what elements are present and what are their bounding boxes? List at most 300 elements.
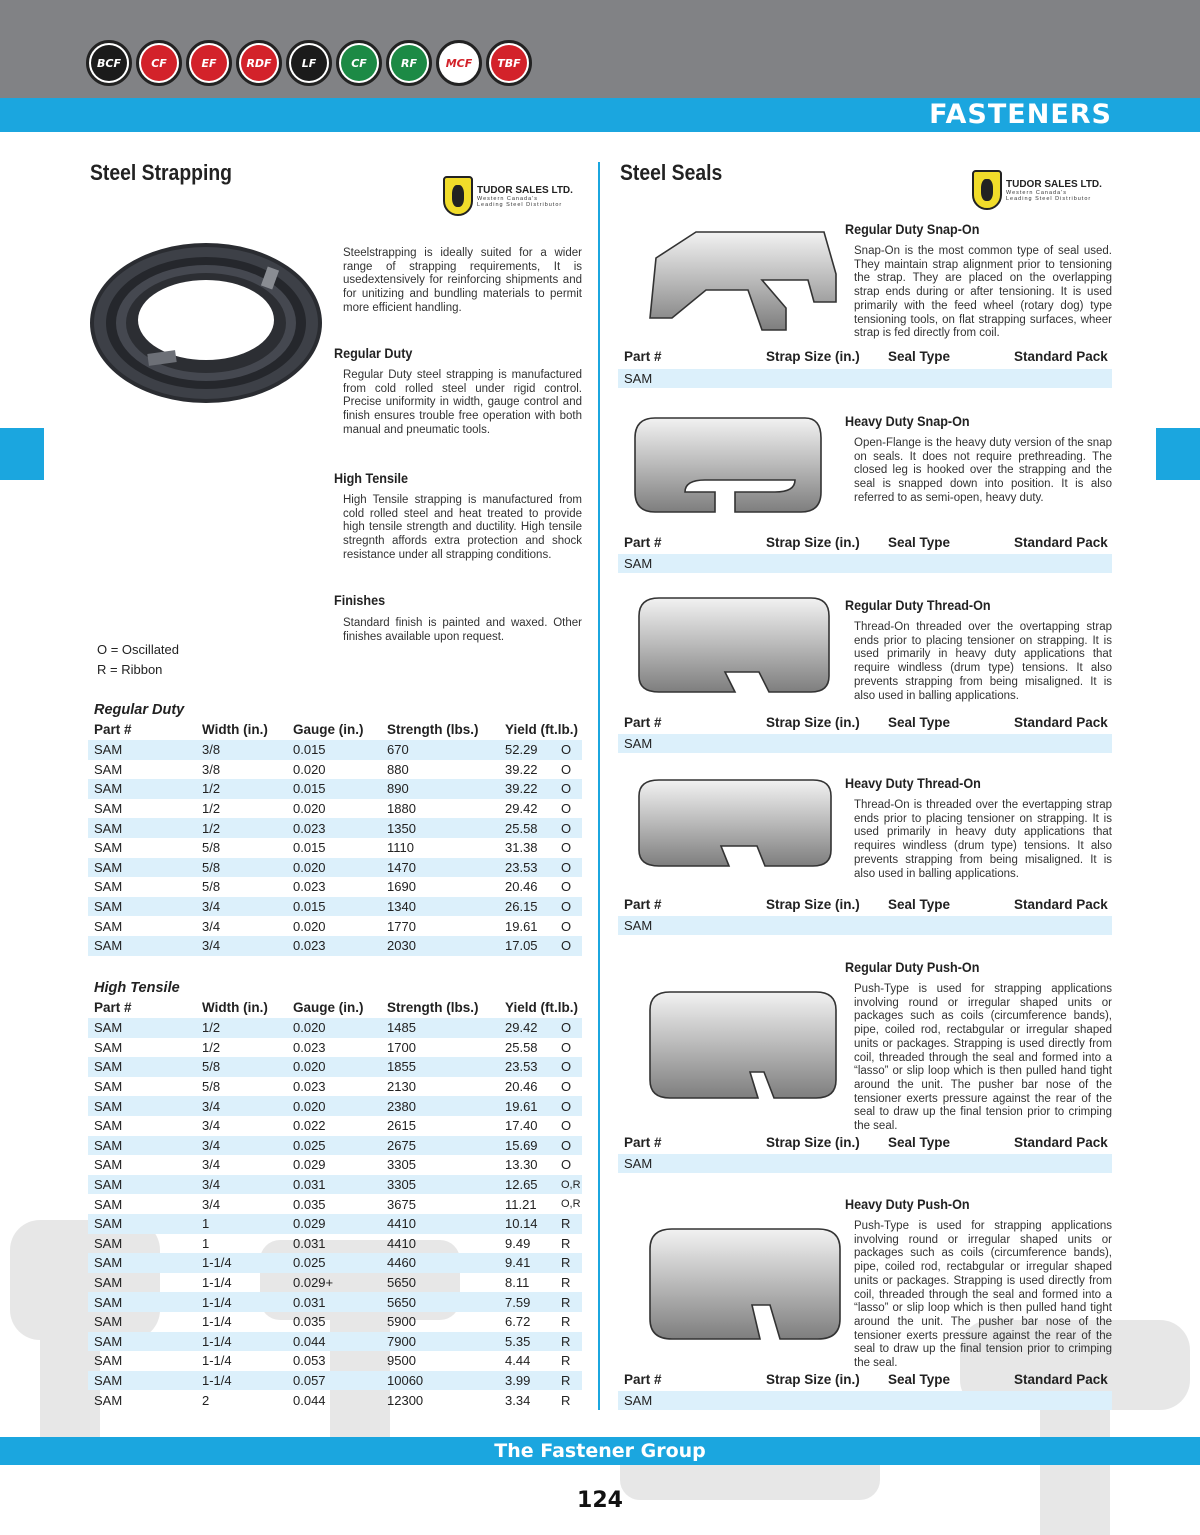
part-cell: SAM (88, 1214, 196, 1234)
tudor-logo (443, 176, 573, 216)
strength-cell: 670 (381, 740, 499, 760)
seal-description: Thread-On threaded over the overtapping strap ends prior to placing tensioner on strapping. It is used primarily in heavy duty applications that require windless (drum type) tensions. It also prevents strapping from being misaligned. It is also used in balling applications. (854, 621, 1112, 702)
gauge-cell: 0.020 (287, 858, 381, 878)
col-part: Part # (624, 715, 662, 730)
width-cell: 1-1/4 (196, 1253, 287, 1273)
part-cell: SAM (88, 1292, 196, 1312)
mcf-logo (436, 40, 482, 86)
part-cell: SAM (88, 1332, 196, 1352)
gauge-cell: 0.029 (293, 1157, 326, 1173)
part-cell: SAM (88, 818, 196, 838)
strength-cell: 890 (381, 779, 499, 799)
table-row (88, 1234, 582, 1254)
col-strength: Strength (lbs.) (387, 1000, 479, 1015)
yield-cell: 26.15 (499, 897, 555, 917)
finish-cell: R (561, 1235, 571, 1251)
col-part: Part # (94, 1000, 132, 1015)
width-cell: 1-1/4 (196, 1292, 287, 1312)
width-cell: 5/8 (196, 1057, 287, 1077)
table-row (88, 1038, 582, 1058)
tbf-logo (486, 40, 532, 86)
finish-cell: R (561, 1314, 571, 1330)
yield-cell: 19.61 (505, 918, 538, 934)
seal-title: Heavy Duty Thread-On (845, 775, 981, 791)
col-standard-pack: Standard Pack (1014, 535, 1108, 550)
strength-cell: 4460 (381, 1253, 499, 1273)
gauge-cell: 0.015 (287, 740, 381, 760)
table-row (618, 1391, 1112, 1410)
table-row (88, 936, 582, 956)
seal-image (625, 588, 835, 718)
seal-image (625, 408, 835, 538)
logo-text: CF (141, 45, 177, 81)
seal-image (636, 218, 846, 348)
logo-text: RF (391, 45, 427, 81)
tudor-tagline-2: Leading Steel Distributor (1006, 195, 1092, 202)
gauge-cell: 0.044 (287, 1332, 381, 1352)
table-row (88, 1116, 582, 1136)
col-strap-size: Strap Size (in.) (766, 897, 860, 912)
left-edge-tab (0, 428, 44, 480)
finish-cell: R (555, 1332, 582, 1352)
yield-cell: 29.42 (505, 801, 538, 817)
gauge-cell: 0.015 (287, 897, 381, 917)
strength-cell: 12300 (387, 1392, 424, 1408)
col-part: Part # (624, 349, 662, 364)
part-cell: SAM (88, 1175, 196, 1195)
gauge-cell: 0.023 (287, 818, 381, 838)
col-part: Part # (624, 897, 662, 912)
gauge-cell: 0.029 (287, 1214, 381, 1234)
regular-duty-table-title: Regular Duty (94, 702, 185, 718)
table-row (88, 818, 582, 838)
table-row (88, 897, 582, 917)
yield-cell: 17.40 (505, 1118, 538, 1134)
col-seal-type: Seal Type (888, 897, 951, 912)
col-yield: Yield (ft.lb.) (505, 1000, 578, 1015)
width-cell: 5/8 (202, 879, 221, 895)
gauge-cell: 0.057 (287, 1371, 381, 1391)
finish-cell: R (561, 1392, 571, 1408)
width-cell: 1/2 (202, 801, 221, 817)
regular-duty-table (88, 719, 582, 956)
col-standard-pack: Standard Pack (1014, 715, 1108, 730)
strength-cell: 3675 (387, 1196, 416, 1212)
tudor-name: TUDOR SALES LTD. (477, 184, 573, 196)
category-banner (0, 98, 1200, 132)
strength-cell: 5650 (381, 1292, 499, 1312)
strength-cell: 1340 (381, 897, 499, 917)
legend-oscillated: O = Oscillated (97, 642, 180, 657)
gauge-cell: 0.020 (293, 761, 326, 777)
yield-cell: 13.30 (505, 1157, 538, 1173)
yield-cell: 19.61 (499, 1096, 555, 1116)
col-strap-size: Strap Size (in.) (766, 1372, 860, 1387)
col-seal-type: Seal Type (888, 535, 951, 550)
col-strap-size: Strap Size (in.) (766, 715, 860, 730)
finish-cell: O (561, 840, 572, 856)
seal-title: Heavy Duty Push-On (845, 1196, 970, 1212)
finish-cell: O,R (561, 1198, 581, 1211)
part-cell: SAM (624, 918, 653, 933)
regular-duty-heading: Regular Duty (334, 345, 413, 361)
width-cell: 3/8 (202, 761, 221, 777)
high-tensile-heading: High Tensile (334, 470, 408, 486)
width-cell: 1/2 (196, 818, 287, 838)
part-cell: SAM (88, 1136, 196, 1156)
seal-description: Snap-On is the most common type of seal used. They maintain strap alignment prior to tensioning the strap. They are placed on the overlapping strap ends during or after tensioning. It is used primarily with the feed wheel (rotary dog) type tensioning tools, on flat strapping surfaces, wheer strap is fed directly from coil. (854, 245, 1112, 340)
part-cell: SAM (94, 1079, 123, 1095)
yield-cell: 25.58 (499, 818, 555, 838)
header-bar (0, 0, 1200, 98)
table-row (88, 1253, 582, 1273)
part-cell: SAM (624, 736, 653, 751)
col-width: Width (in.) (202, 1000, 268, 1015)
strength-cell: 1690 (387, 879, 416, 895)
part-cell: SAM (94, 1353, 123, 1369)
legend-ribbon: R = Ribbon (97, 662, 163, 677)
table-header-row (88, 997, 582, 1018)
logo-text: EF (191, 45, 227, 81)
finish-cell: R (555, 1292, 582, 1312)
seal-image (640, 1215, 850, 1345)
seal-table-header (618, 1370, 1112, 1390)
width-cell: 3/8 (196, 740, 287, 760)
width-cell: 5/8 (202, 1079, 221, 1095)
gauge-cell: 0.020 (287, 1018, 381, 1038)
yield-cell: 3.34 (505, 1392, 531, 1408)
finish-cell: O (555, 936, 582, 956)
finish-cell: O (555, 740, 582, 760)
strength-cell: 4410 (381, 1214, 499, 1234)
col-strength: Strength (lbs.) (387, 722, 479, 737)
col-width: Width (in.) (202, 722, 268, 737)
part-cell: SAM (94, 801, 123, 817)
strength-cell: 3305 (381, 1175, 499, 1195)
finish-cell: O (555, 1096, 582, 1116)
part-cell: SAM (94, 1039, 123, 1055)
tudor-tagline-2: Leading Steel Distributor (477, 201, 563, 208)
strength-cell: 1350 (381, 818, 499, 838)
table-row (88, 1214, 582, 1234)
strength-cell: 10060 (381, 1371, 499, 1391)
seal-title: Regular Duty Thread-On (845, 597, 991, 613)
strength-cell: 5900 (387, 1314, 416, 1330)
yield-cell: 20.46 (505, 1079, 538, 1095)
table-row (88, 779, 582, 799)
table-row (618, 1154, 1112, 1173)
seal-title: Regular Duty Push-On (845, 959, 980, 975)
yield-cell: 17.05 (499, 936, 555, 956)
table-row (618, 916, 1112, 935)
part-cell: SAM (624, 1156, 653, 1171)
width-cell: 1-1/4 (202, 1314, 232, 1330)
col-seal-type: Seal Type (888, 715, 951, 730)
part-cell: SAM (94, 1392, 123, 1408)
gauge-cell: 0.025 (287, 1136, 381, 1156)
yield-cell: 12.65 (499, 1175, 555, 1195)
width-cell: 3/4 (196, 936, 287, 956)
company-name: The Fastener Group (494, 1440, 706, 1462)
width-cell: 3/4 (196, 897, 287, 917)
table-row (88, 1018, 582, 1038)
width-cell: 1/2 (202, 1039, 221, 1055)
table-row (88, 858, 582, 878)
brand-logos (86, 40, 532, 86)
part-cell: SAM (94, 1118, 123, 1134)
table-row (88, 916, 582, 936)
gauge-cell: 0.015 (287, 779, 381, 799)
yield-cell: 10.14 (499, 1214, 555, 1234)
strength-cell: 3305 (387, 1157, 416, 1173)
strength-cell: 7900 (381, 1332, 499, 1352)
part-cell: SAM (94, 1314, 123, 1330)
part-cell: SAM (94, 1235, 123, 1251)
col-seal-type: Seal Type (888, 1372, 951, 1387)
part-cell: SAM (624, 371, 653, 386)
part-cell: SAM (94, 879, 123, 895)
logo-text: RDF (241, 45, 277, 81)
part-cell: SAM (94, 761, 123, 777)
high-tensile-table (88, 997, 582, 1410)
yield-cell: 9.41 (499, 1253, 555, 1273)
part-cell: SAM (94, 1196, 123, 1212)
gauge-cell: 0.015 (293, 840, 326, 856)
footer-bar (0, 1437, 1200, 1465)
col-part: Part # (94, 722, 132, 737)
yield-cell: 11.21 (505, 1196, 537, 1212)
strength-cell: 1110 (387, 840, 414, 856)
part-cell: SAM (88, 858, 196, 878)
strapping-intro: Steelstrapping is ideally suited for a wider range of strapping requirements, It is usedextensively for reinforcing shipments and for unitizing and bundling materials to permit more efficient handling. (343, 247, 582, 314)
yield-cell: 39.22 (505, 761, 538, 777)
column-divider (598, 162, 600, 1410)
width-cell: 3/4 (196, 1136, 287, 1156)
category-title: FASTENERS (929, 99, 1112, 130)
seal-table-header (618, 347, 1112, 367)
finish-cell: O (561, 761, 572, 777)
finish-legend (97, 640, 179, 680)
strength-cell: 5650 (387, 1275, 416, 1291)
part-cell: SAM (94, 840, 123, 856)
logo-text: BCF (91, 45, 127, 81)
width-cell: 1 (196, 1214, 287, 1234)
part-cell: SAM (88, 1057, 196, 1077)
logo-text: MCF (441, 45, 477, 81)
finishes-heading: Finishes (334, 592, 386, 608)
part-cell: SAM (624, 556, 653, 571)
part-cell: SAM (88, 779, 196, 799)
table-row (88, 1312, 582, 1332)
yield-cell: 23.53 (499, 858, 555, 878)
width-cell: 3/4 (202, 1118, 221, 1134)
col-strap-size: Strap Size (in.) (766, 1135, 860, 1150)
tudor-tagline-1: Western Canada's (1006, 189, 1067, 196)
yield-cell: 39.22 (499, 779, 555, 799)
strength-cell: 2130 (387, 1079, 416, 1095)
finish-cell: R (561, 1275, 571, 1291)
tudor-shield-icon (972, 170, 1002, 210)
gauge-cell: 0.020 (287, 1096, 381, 1116)
strength-cell: 1470 (381, 858, 499, 878)
strength-cell: 4410 (387, 1235, 416, 1251)
part-cell: SAM (94, 918, 123, 934)
yield-cell: 25.58 (505, 1039, 538, 1055)
gauge-cell: 0.035 (293, 1196, 326, 1212)
table-row (88, 1292, 582, 1312)
yield-cell: 3.99 (499, 1371, 555, 1391)
seal-title: Regular Duty Snap-On (845, 221, 980, 237)
cf-logo (136, 40, 182, 86)
table-row (88, 1390, 582, 1410)
width-cell: 1/2 (196, 779, 287, 799)
width-cell: 2 (202, 1392, 210, 1408)
col-standard-pack: Standard Pack (1014, 897, 1108, 912)
yield-cell: 15.69 (499, 1136, 555, 1156)
strength-cell: 1485 (381, 1018, 499, 1038)
strength-cell: 9500 (387, 1353, 416, 1369)
table-row (618, 554, 1112, 573)
seal-description: Push-Type is used for strapping applications involving round or irregular shaped units or packages such as coils (circumference bands), pipe, coiled rod, rectabgular or irregular shaped units or packages. Strapping is used directly from coil, threaded through the seal and formed into a “lasso” or slip loop which is then pulled hand tight around the unit. The pusher bar nose of the tensioner exerts pressure against the rear of the seal to draw up the final tension prior to crimping the seal. (854, 1220, 1112, 1370)
tudor-shield-icon (443, 176, 473, 216)
finish-cell: O (555, 818, 582, 838)
table-row (88, 877, 582, 897)
finish-cell: R (561, 1353, 571, 1369)
table-row (88, 740, 582, 760)
gauge-cell: 0.023 (293, 1039, 326, 1055)
table-row (88, 1155, 582, 1175)
gauge-cell: 0.022 (293, 1118, 326, 1134)
width-cell: 3/4 (196, 1096, 287, 1116)
gauge-cell: 0.035 (293, 1314, 326, 1330)
table-row (88, 1273, 582, 1293)
yield-cell: 7.59 (499, 1292, 555, 1312)
steel-seals-title: Steel Seals (620, 160, 723, 185)
table-row (88, 1057, 582, 1077)
finish-cell: O (561, 1118, 572, 1134)
part-cell: SAM (88, 1371, 196, 1391)
part-cell: SAM (624, 1393, 653, 1408)
high-tensile-text: High Tensile strapping is manufactured from cold rolled steel and heat treated to provide high tensile strength and ductility. High tensile stregnth affords extra protection and shock resistance under all strapping conditions. (343, 494, 582, 561)
width-cell: 5/8 (196, 858, 287, 878)
finish-cell: R (555, 1253, 582, 1273)
table-row (88, 1136, 582, 1156)
gauge-cell: 0.020 (287, 1057, 381, 1077)
col-part: Part # (624, 1372, 662, 1387)
finish-cell: O (555, 858, 582, 878)
seal-description: Push-Type is used for strapping applications involving round or irregular shaped units or packages such as coils (circumference bands), pipe, coiled rod, rectabgular or irregular shaped units or packages. Strapping is used directly from coil, threaded through the seal and formed into a “lasso” or slip loop which is then pulled hand tight around the unit. The pusher bar nose of the tensioner exerts pressure against the rear of the seal to draw up the final tension prior to crimping the seal. (854, 983, 1112, 1133)
col-part: Part # (624, 535, 662, 550)
finish-cell: O (555, 897, 582, 917)
yield-cell: 9.49 (505, 1235, 531, 1251)
seal-description: Open-Flange is the heavy duty version of the snap on seals. It does not require prethreading. The closed leg is hooked over the strapping and the seal is snapped down into position. It is also referred to as semi-open, heavy duty. (854, 437, 1112, 504)
ef-logo (186, 40, 232, 86)
width-cell: 5/8 (202, 840, 221, 856)
finish-cell: O (555, 1018, 582, 1038)
yield-cell: 8.11 (505, 1275, 530, 1291)
logo-text: LF (291, 45, 327, 81)
gauge-cell: 0.025 (287, 1253, 381, 1273)
bcf-logo (86, 40, 132, 86)
table-row (88, 1175, 582, 1195)
strength-cell: 2615 (387, 1118, 416, 1134)
part-cell: SAM (88, 1253, 196, 1273)
yield-cell: 5.35 (499, 1332, 555, 1352)
strength-cell: 1880 (387, 801, 416, 817)
yield-cell: 4.44 (505, 1353, 531, 1369)
logo-text: CF (341, 45, 377, 81)
width-cell: 3/4 (202, 1157, 221, 1173)
part-cell: SAM (88, 1018, 196, 1038)
width-cell: 1 (202, 1235, 210, 1251)
finish-cell: O (561, 801, 572, 817)
table-row (88, 1077, 582, 1097)
width-cell: 1-1/4 (196, 1332, 287, 1352)
part-cell: SAM (88, 936, 196, 956)
col-gauge: Gauge (in.) (293, 1000, 364, 1015)
col-standard-pack: Standard Pack (1014, 1135, 1108, 1150)
strength-cell: 1855 (381, 1057, 499, 1077)
yield-cell: 31.38 (505, 840, 538, 856)
lf-logo (286, 40, 332, 86)
part-cell: SAM (88, 740, 196, 760)
seal-image (625, 770, 835, 900)
width-cell: 3/4 (196, 1175, 287, 1195)
yield-cell: 29.42 (499, 1018, 555, 1038)
gauge-cell: 0.031 (287, 1292, 381, 1312)
col-seal-type: Seal Type (888, 349, 951, 364)
seal-table-header (618, 713, 1112, 733)
tudor-logo-2 (972, 170, 1102, 210)
seal-title: Heavy Duty Snap-On (845, 413, 970, 429)
strength-cell: 2030 (381, 936, 499, 956)
seal-table-header (618, 895, 1112, 915)
steel-coil-image (88, 240, 324, 406)
gauge-cell: 0.023 (293, 1079, 326, 1095)
seal-image (640, 980, 850, 1110)
rdf-logo (236, 40, 282, 86)
steel-strapping-title: Steel Strapping (90, 160, 232, 185)
finish-cell: R (555, 1214, 582, 1234)
col-standard-pack: Standard Pack (1014, 1372, 1108, 1387)
finish-cell: O (555, 779, 582, 799)
strength-cell: 880 (387, 761, 409, 777)
finish-cell: O (555, 1136, 582, 1156)
gauge-cell: 0.053 (293, 1353, 326, 1369)
yield-cell: 52.29 (499, 740, 555, 760)
gauge-cell: 0.044 (293, 1392, 326, 1408)
cf-green-logo (336, 40, 382, 86)
col-standard-pack: Standard Pack (1014, 349, 1108, 364)
gauge-cell: 0.020 (293, 801, 326, 817)
strength-cell: 1770 (387, 918, 416, 934)
logo-text: TBF (491, 45, 527, 81)
gauge-cell: 0.029+ (293, 1275, 334, 1291)
regular-duty-text: Regular Duty steel strapping is manufactured from cold rolled steel under rigid control. Precise uniformity in width, gauge control and finish ensures trouble free operation with both manual and pneumatic tools. (343, 369, 582, 436)
col-gauge: Gauge (in.) (293, 722, 364, 737)
part-cell: SAM (94, 1157, 123, 1173)
strength-cell: 2380 (381, 1096, 499, 1116)
table-row (88, 799, 582, 819)
part-cell: SAM (88, 1096, 196, 1116)
finish-cell: O (561, 1079, 572, 1095)
tudor-name: TUDOR SALES LTD. (1006, 178, 1102, 190)
yield-cell: 6.72 (505, 1314, 531, 1330)
finish-cell: O,R (555, 1175, 582, 1195)
width-cell: 1/2 (196, 1018, 287, 1038)
width-cell: 1-1/4 (202, 1275, 232, 1291)
right-edge-tab (1156, 428, 1200, 480)
